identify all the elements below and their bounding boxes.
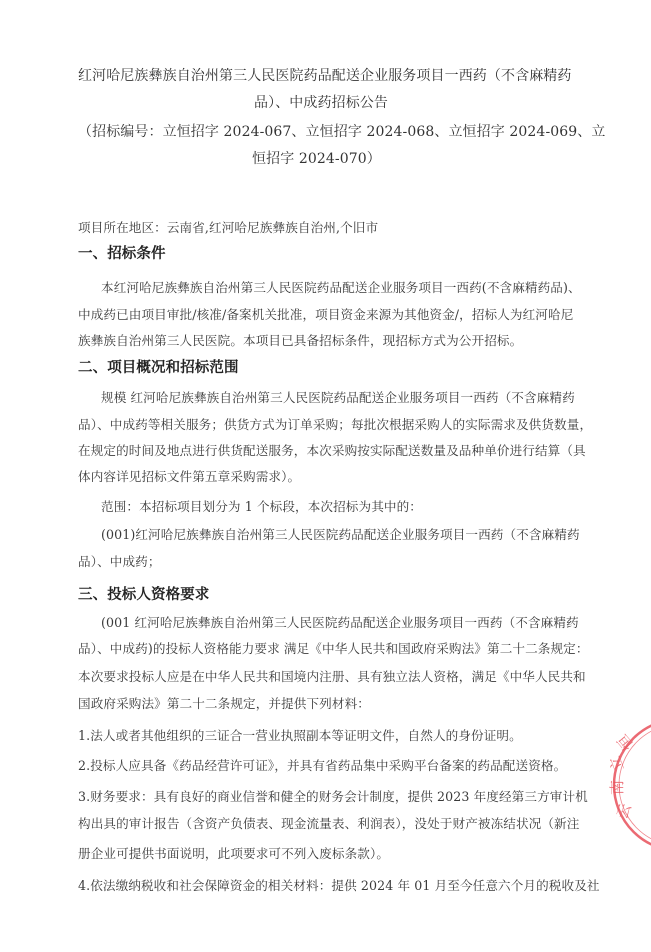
lot-line: 品）、中成药；: [78, 554, 161, 569]
section-heading: 三、投标人资格要求: [78, 587, 210, 603]
section-heading: 二、项目概况和招标范围: [78, 360, 239, 376]
svg-text:云: 云: [612, 801, 635, 822]
paragraph-line: 国政府采购法》第二十二条规定，并提供下列材料：: [78, 696, 370, 711]
paragraph-line: 品）、中成药)的投标人资格能力要求 满足《中华人民共和国政府采购法》第二十二条规定：: [78, 641, 589, 656]
svg-text:恒: 恒: [613, 730, 638, 754]
paragraph-line: 品）、中成药等相关服务；供货方式为订单采购；每批次根据采购人的实际需求及供货数量，: [78, 417, 593, 432]
title-line: 红河哈尼族彝族自治州第三人民医院药品配送企业服务项目一西药（不含麻精药: [78, 68, 572, 84]
svg-text:南: 南: [608, 779, 626, 795]
paragraph-line: 本红河哈尼族彝族自治州第三人民医院药品配送企业服务项目一西药(不含麻精药品)、: [101, 280, 581, 295]
lot-line: (001)红河哈尼族彝族自治州第三人民医院药品配送企业服务项目一西药（不含麻精药: [101, 527, 580, 542]
svg-text:立: 立: [605, 753, 628, 774]
tender-number-line: 恒招字 2024-070）: [252, 151, 381, 167]
requirement-item: 构出具的审计报告（含资产负债表、现金流量表、利润表），没处于财产被冻结状况（新注: [78, 816, 580, 831]
paragraph-line: (001 红河哈尼族彝族自治州第三人民医院药品配送企业服务项目一西药（不含麻精药: [101, 615, 579, 630]
project-region: 项目所在地区：云南省,红河哈尼族彝族自治州,个旧市: [78, 220, 379, 235]
paragraph-line: 规模 红河哈尼族彝族自治州第三人民医院药品配送企业服务项目一西药（不含麻精药: [101, 390, 575, 405]
paragraph-line: 在规定的时间及地点进行供货配送服务，本次采购按实际配送数量及品种单价进行结算（具: [78, 443, 586, 458]
section-heading: 一、招标条件: [78, 246, 166, 262]
paragraph-line: 体内容详见招标文件第五章采购需求）。: [78, 469, 301, 484]
paragraph-line: 本次要求投标人应是在中华人民共和国境内注册、具有独立法人资格，满足《中华人民共和: [78, 669, 586, 684]
requirement-item: 3.财务要求：具有良好的商业信誉和健全的财务会计制度，提供 2023 年度经第三方审计机: [78, 789, 588, 804]
title-line: 品）、中成药招标公告: [254, 95, 388, 111]
company-seal-stamp: [600, 705, 651, 865]
tender-number-line: （招标编号：立恒招字 2024-067、立恒招字 2024-068、立恒招字 2024-069、立: [78, 124, 606, 140]
requirement-item: 2.投标人应具备《药品经营许可证》，并具有省药品集中采购平台备案的药品配送资格。: [78, 758, 567, 773]
requirement-item: 册企业可提供书面说明，此项要求可不列入废标条款）。: [78, 846, 390, 861]
scope-line: 范围：本招标项目划分为 1 个标段，本次招标为其中的：: [101, 499, 422, 514]
requirement-item: 1.法人或者其他组织的三证合一营业执照副本等证明文件，自然人的身份证明。: [78, 728, 522, 743]
requirement-item: 4.依法缴纳税收和社会保障资金的相关材料：提供 2024 年 01 月至今任意六个月的税收及社: [78, 878, 600, 893]
paragraph-line: 中成药已由项目审批/核准/备案机关批准，项目资金来源为其他资金/，招标人为红河哈尼: [78, 307, 574, 322]
paragraph-line: 族彝族自治州第三人民医院。本项目已具备招标条件，现招标方式为公开招标。: [78, 333, 523, 348]
